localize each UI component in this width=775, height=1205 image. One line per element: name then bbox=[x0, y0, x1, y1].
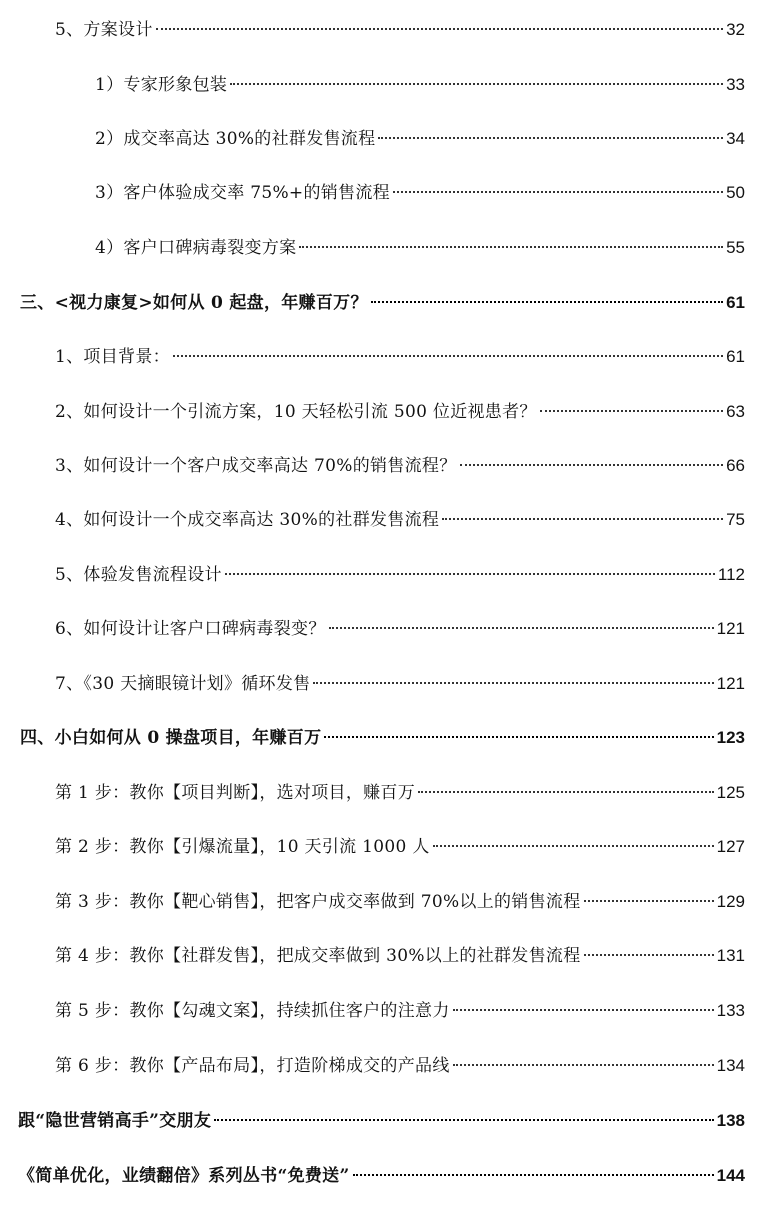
toc-entry-page: 138 bbox=[716, 1111, 745, 1130]
toc-entry bbox=[95, 233, 745, 263]
toc-entry-label: 4、如何设计一个成交率高达 30%的社群发售流程 bbox=[55, 510, 440, 530]
toc-entry-label: 1、项目背景： bbox=[55, 347, 170, 367]
toc-leader-dots bbox=[393, 191, 723, 193]
toc-entry bbox=[95, 70, 745, 100]
toc-entry-page: 131 bbox=[716, 946, 745, 965]
toc-entry bbox=[55, 342, 745, 372]
toc-entry-label: 第 3 步：教你【靶心销售】，把客户成交率做到 70%以上的销售流程 bbox=[55, 892, 581, 912]
toc-entry-page: 133 bbox=[716, 1001, 745, 1020]
toc-chapter-entry bbox=[18, 1161, 745, 1191]
toc-entry bbox=[55, 614, 745, 644]
toc-entry-page: 63 bbox=[726, 402, 745, 421]
toc-entry-label: 3）客户体验成交率 75%+的销售流程 bbox=[95, 183, 390, 203]
toc-entry-page: 134 bbox=[716, 1056, 745, 1075]
toc-entry bbox=[55, 451, 745, 481]
toc-entry-page: 121 bbox=[716, 674, 745, 693]
toc-entry-label: 三、<视力康复>如何从 0 起盘，年赚百万？ bbox=[20, 293, 368, 313]
toc-chapter-entry bbox=[18, 1106, 745, 1136]
toc-entry-label: 2、如何设计一个引流方案，10 天轻松引流 500 位近视患者？ bbox=[55, 402, 537, 422]
toc-entry-label: 第 5 步：教你【勾魂文案】，持续抓住客户的注意力 bbox=[55, 1001, 450, 1021]
toc-entry-page: 61 bbox=[726, 293, 745, 312]
toc-leader-dots bbox=[378, 137, 723, 139]
toc-entry bbox=[55, 887, 745, 917]
toc-entry-label: 第 2 步：教你【引爆流量】，10 天引流 1000 人 bbox=[55, 837, 430, 857]
toc-entry-page: 121 bbox=[716, 619, 745, 638]
toc-entry bbox=[95, 178, 745, 208]
toc-entry-page: 125 bbox=[716, 783, 745, 802]
toc-entry-label: 第 6 步：教你【产品布局】，打造阶梯成交的产品线 bbox=[55, 1056, 450, 1076]
toc-leader-dots bbox=[156, 28, 723, 30]
toc-chapter-entry bbox=[20, 288, 745, 318]
toc-entry bbox=[55, 832, 745, 862]
toc-entry bbox=[55, 15, 745, 45]
toc-leader-dots bbox=[453, 1009, 714, 1011]
toc-entry bbox=[55, 397, 745, 427]
toc-leader-dots bbox=[324, 736, 713, 738]
toc-leader-dots bbox=[584, 900, 714, 902]
toc-entry bbox=[55, 996, 745, 1026]
toc-entry-page: 112 bbox=[717, 565, 745, 584]
toc-leader-dots bbox=[230, 83, 723, 85]
toc-entry-label: 4）客户口碑病毒裂变方案 bbox=[95, 238, 297, 258]
toc-entry-page: 127 bbox=[716, 837, 745, 856]
toc-chapter-entry bbox=[20, 723, 745, 753]
toc-entry-label: 6、如何设计让客户口碑病毒裂变？ bbox=[55, 619, 326, 639]
toc-entry-page: 75 bbox=[726, 510, 745, 529]
toc-leader-dots bbox=[418, 791, 714, 793]
toc-entry-page: 129 bbox=[716, 892, 745, 911]
toc-leader-dots bbox=[329, 627, 714, 629]
toc-leader-dots bbox=[173, 355, 723, 357]
toc-entry-page: 123 bbox=[716, 728, 745, 747]
toc-entry-label: 7、《30 天摘眼镜计划》循环发售 bbox=[55, 674, 311, 694]
toc-leader-dots bbox=[540, 410, 723, 412]
toc-entry-page: 50 bbox=[726, 183, 745, 202]
toc-leader-dots bbox=[433, 845, 714, 847]
toc-entry bbox=[55, 778, 745, 808]
toc-entry-label: 2）成交率高达 30%的社群发售流程 bbox=[95, 129, 376, 149]
toc-entry-page: 55 bbox=[726, 238, 745, 257]
toc-entry-page: 66 bbox=[726, 456, 745, 475]
toc-entry-label: 跟“隐世营销高手”交朋友 bbox=[18, 1111, 212, 1131]
toc-entry-page: 34 bbox=[726, 129, 745, 148]
toc-entry-label: 3、如何设计一个客户成交率高达 70%的销售流程？ bbox=[55, 456, 457, 476]
toc-leader-dots bbox=[299, 246, 723, 248]
toc-leader-dots bbox=[453, 1064, 714, 1066]
toc-leader-dots bbox=[584, 954, 714, 956]
toc-entry-label: 四、小白如何从 0 操盘项目，年赚百万 bbox=[20, 728, 322, 748]
toc-leader-dots bbox=[460, 464, 724, 466]
toc-entry-label: 1）专家形象包装 bbox=[95, 75, 228, 95]
toc-leader-dots bbox=[214, 1119, 713, 1121]
toc-entry bbox=[55, 1051, 745, 1081]
toc-leader-dots bbox=[225, 573, 715, 575]
toc-entry bbox=[55, 505, 745, 535]
toc-entry bbox=[55, 669, 745, 699]
toc-entry-label: 《简单优化，业绩翻倍》系列丛书“免费送” bbox=[18, 1166, 350, 1186]
toc-entry bbox=[55, 941, 745, 971]
toc-entry-label: 5、方案设计 bbox=[55, 20, 153, 40]
toc-entry-page: 32 bbox=[726, 20, 745, 39]
toc-leader-dots bbox=[313, 682, 713, 684]
toc-entry-label: 第 4 步：教你【社群发售】，把成交率做到 30%以上的社群发售流程 bbox=[55, 946, 581, 966]
toc-entry-label: 5、体验发售流程设计 bbox=[55, 565, 222, 585]
toc-leader-dots bbox=[353, 1174, 714, 1176]
toc-entry-page: 33 bbox=[726, 75, 745, 94]
toc-entry-page: 61 bbox=[726, 347, 745, 366]
toc-leader-dots bbox=[442, 518, 723, 520]
toc-entry bbox=[55, 560, 745, 590]
toc-leader-dots bbox=[371, 301, 723, 303]
toc-entry bbox=[95, 124, 745, 154]
toc-entry-page: 144 bbox=[716, 1166, 745, 1185]
toc-entry-label: 第 1 步：教你【项目判断】，选对项目，赚百万 bbox=[55, 783, 416, 803]
